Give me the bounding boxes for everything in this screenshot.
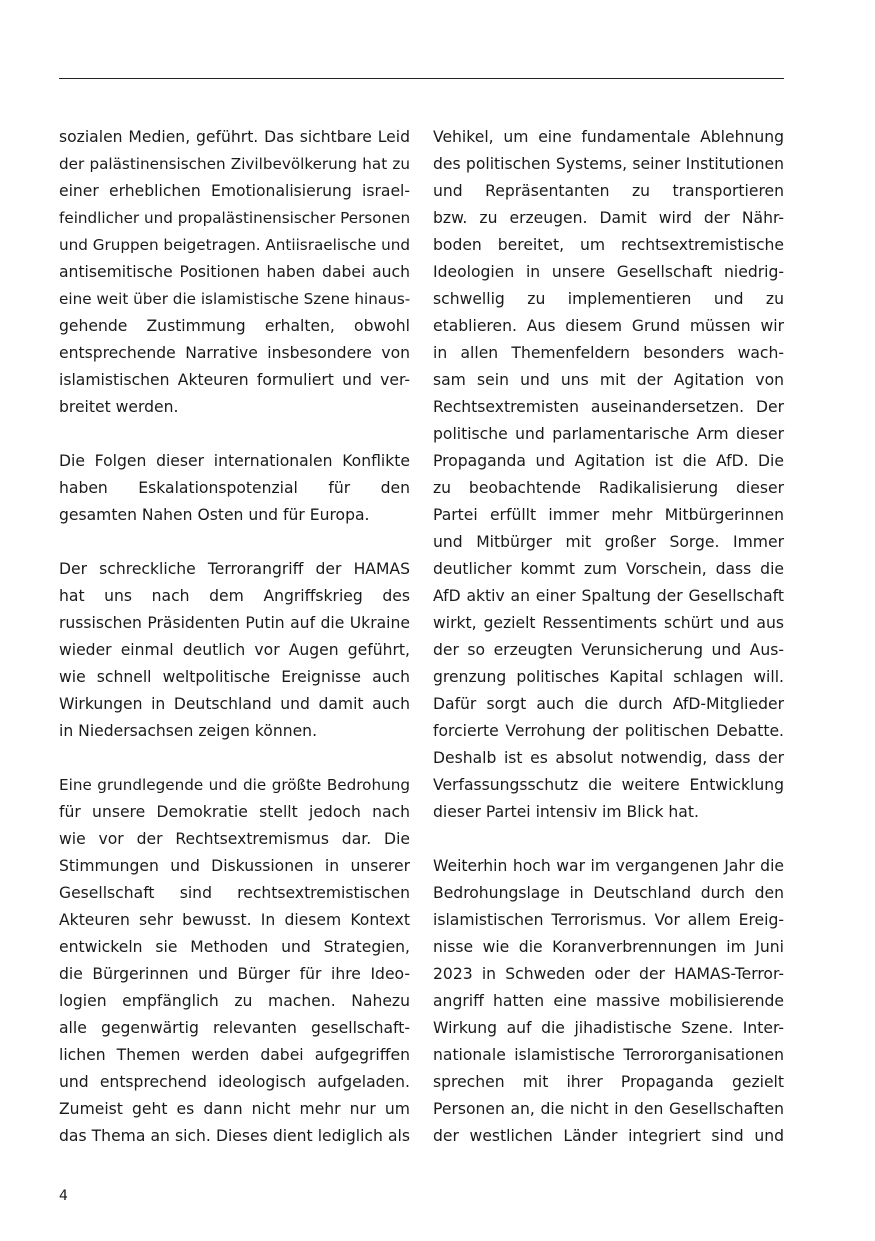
- text-line: Wirkung auf die jihadistische Szene. Inter-: [433, 1019, 784, 1037]
- text-line: entwickeln sie Methoden und Strategien,: [59, 938, 410, 956]
- text-line: einer erheblichen Emotionalisierung israel-: [59, 182, 410, 200]
- text-line: dieser Partei intensiv im Blick hat.: [433, 803, 699, 821]
- text-line: sam sein und uns mit der Agitation von: [433, 371, 784, 389]
- text-line: der so erzeugten Verunsicherung und Aus-: [433, 641, 784, 659]
- text-line: breitet werden.: [59, 398, 179, 416]
- text-line: Ideologien in unsere Gesellschaft niedrig-: [433, 263, 784, 281]
- text-line: wirkt, gezielt Ressentiments schürt und aus: [433, 614, 784, 632]
- text-line: logien empfänglich zu machen. Nahezu: [59, 992, 410, 1010]
- text-line: Akteuren sehr bewusst. In diesem Kontext: [59, 911, 410, 929]
- text-line: gehende Zustimmung erhalten, obwohl: [59, 317, 410, 335]
- right-column: [433, 124, 784, 1150]
- paragraph: [433, 853, 784, 1150]
- text-line: wie vor der Rechtsextremismus dar. Die: [59, 830, 410, 848]
- text-line: grenzung politisches Kapital schlagen will.: [433, 668, 784, 686]
- paragraph-gap: [433, 826, 784, 853]
- header-rule: [59, 78, 784, 79]
- text-line: 2023 in Schweden oder der HAMAS-Terror-: [433, 965, 784, 983]
- text-line: Die Folgen dieser internationalen Konflikte: [59, 452, 410, 470]
- text-line: Wirkungen in Deutschland und damit auch: [59, 695, 410, 713]
- text-line: alle gegenwärtig relevanten gesellschaft-: [59, 1019, 410, 1037]
- text-line: hat uns nach dem Angriffskrieg des: [59, 587, 410, 605]
- text-line: haben Eskalationspotenzial für den: [59, 479, 410, 497]
- text-line: der palästinensischen Zivilbevölkerung hat zu: [59, 155, 410, 173]
- paragraph-gap: [59, 421, 410, 448]
- text-line: sprechen mit ihrer Propaganda gezielt: [433, 1073, 784, 1091]
- text-line: Dafür sorgt auch die durch AfD-Mitglieder: [433, 695, 784, 713]
- paragraph: [59, 448, 410, 529]
- text-line: zu beobachtende Radikalisierung dieser: [433, 479, 784, 497]
- text-line: die Bürgerinnen und Bürger für ihre Ideo-: [59, 965, 410, 983]
- text-line: russischen Präsidenten Putin auf die Ukraine: [59, 614, 410, 632]
- text-line: politische und parlamentarische Arm dieser: [433, 425, 784, 443]
- text-line: feindlicher und propalästinensischer Personen: [59, 209, 411, 227]
- left-column: [59, 124, 410, 1150]
- paragraph: [59, 124, 410, 421]
- text-line: Personen an, die nicht in den Gesellschaften: [433, 1100, 784, 1118]
- text-line: Der schreckliche Terrorangriff der HAMAS: [59, 560, 410, 578]
- text-line: islamistischen Akteuren formuliert und ver-: [59, 371, 410, 389]
- text-line: entsprechende Narrative insbesondere von: [59, 344, 410, 362]
- text-line: islamistischen Terrorismus. Vor allem Ereig-: [433, 911, 784, 929]
- text-line: AfD aktiv an einer Spaltung der Gesellschaft: [433, 587, 784, 605]
- text-line: Vehikel, um eine fundamentale Ablehnung: [433, 128, 784, 146]
- text-line: Eine grundlegende und die größte Bedrohung: [59, 776, 410, 794]
- text-line: deutlicher kommt zum Vorschein, dass die: [433, 560, 784, 578]
- text-line: nationale islamistische Terrororganisationen: [433, 1046, 784, 1064]
- paragraph-gap: [59, 745, 410, 772]
- text-line: antisemitische Positionen haben dabei auch: [59, 263, 410, 281]
- text-line: Partei erfüllt immer mehr Mitbürgerinnen: [433, 506, 784, 524]
- paragraph: [59, 772, 410, 1150]
- text-line: und Repräsentanten zu transportieren: [433, 182, 784, 200]
- text-line: wie schnell weltpolitische Ereignisse auch: [59, 668, 410, 686]
- text-line: lichen Themen werden dabei aufgegriffen: [59, 1046, 410, 1064]
- text-line: eine weit über die islamistische Szene hinaus-: [59, 290, 411, 308]
- text-line: in allen Themenfeldern besonders wach-: [433, 344, 784, 362]
- text-line: boden bereitet, um rechtsextremistische: [433, 236, 784, 254]
- text-line: Weiterhin hoch war im vergangenen Jahr die: [433, 857, 784, 875]
- text-line: etablieren. Aus diesem Grund müssen wir: [433, 317, 784, 335]
- text-line: und entsprechend ideologisch aufgeladen.: [59, 1073, 410, 1091]
- text-line: bzw. zu erzeugen. Damit wird der Nähr-: [433, 209, 784, 227]
- text-line: forcierte Verrohung der politischen Debatte.: [433, 722, 784, 740]
- text-line: des politischen Systems, seiner Institutionen: [433, 155, 784, 173]
- text-line: sozialen Medien, geführt. Das sichtbare Leid: [59, 128, 410, 146]
- text-line: und Gruppen beigetragen. Antiisraelische und: [59, 236, 411, 254]
- text-line: Zumeist geht es dann nicht mehr nur um: [59, 1100, 410, 1118]
- text-line: für unsere Demokratie stellt jedoch nach: [59, 803, 410, 821]
- paragraph: [433, 124, 784, 826]
- text-line: Propaganda und Agitation ist die AfD. Die: [433, 452, 784, 470]
- text-line: Verfassungsschutz die weitere Entwicklung: [433, 776, 784, 794]
- page-number: 4: [59, 1188, 68, 1204]
- paragraph-gap: [59, 529, 410, 556]
- text-line: Bedrohungslage in Deutschland durch den: [433, 884, 784, 902]
- text-line: der westlichen Länder integriert sind und: [433, 1127, 784, 1145]
- text-line: Deshalb ist es absolut notwendig, dass der: [433, 749, 784, 767]
- text-line: wieder einmal deutlich vor Augen geführt,: [59, 641, 410, 659]
- text-line: das Thema an sich. Dieses dient lediglich als: [59, 1127, 410, 1145]
- text-line: nisse wie die Koranverbrennungen im Juni: [433, 938, 784, 956]
- text-line: in Niedersachsen zeigen können.: [59, 722, 318, 740]
- text-line: schwellig zu implementieren und zu: [433, 290, 784, 308]
- paragraph: [59, 556, 410, 745]
- text-line: und Mitbürger mit großer Sorge. Immer: [433, 533, 784, 551]
- text-line: angriff hatten eine massive mobilisierende: [433, 992, 784, 1010]
- text-line: gesamten Nahen Osten und für Europa.: [59, 506, 370, 524]
- text-line: Stimmungen und Diskussionen in unserer: [59, 857, 410, 875]
- text-line: Rechtsextremisten auseinandersetzen. Der: [433, 398, 784, 416]
- text-line: Gesellschaft sind rechtsextremistischen: [59, 884, 410, 902]
